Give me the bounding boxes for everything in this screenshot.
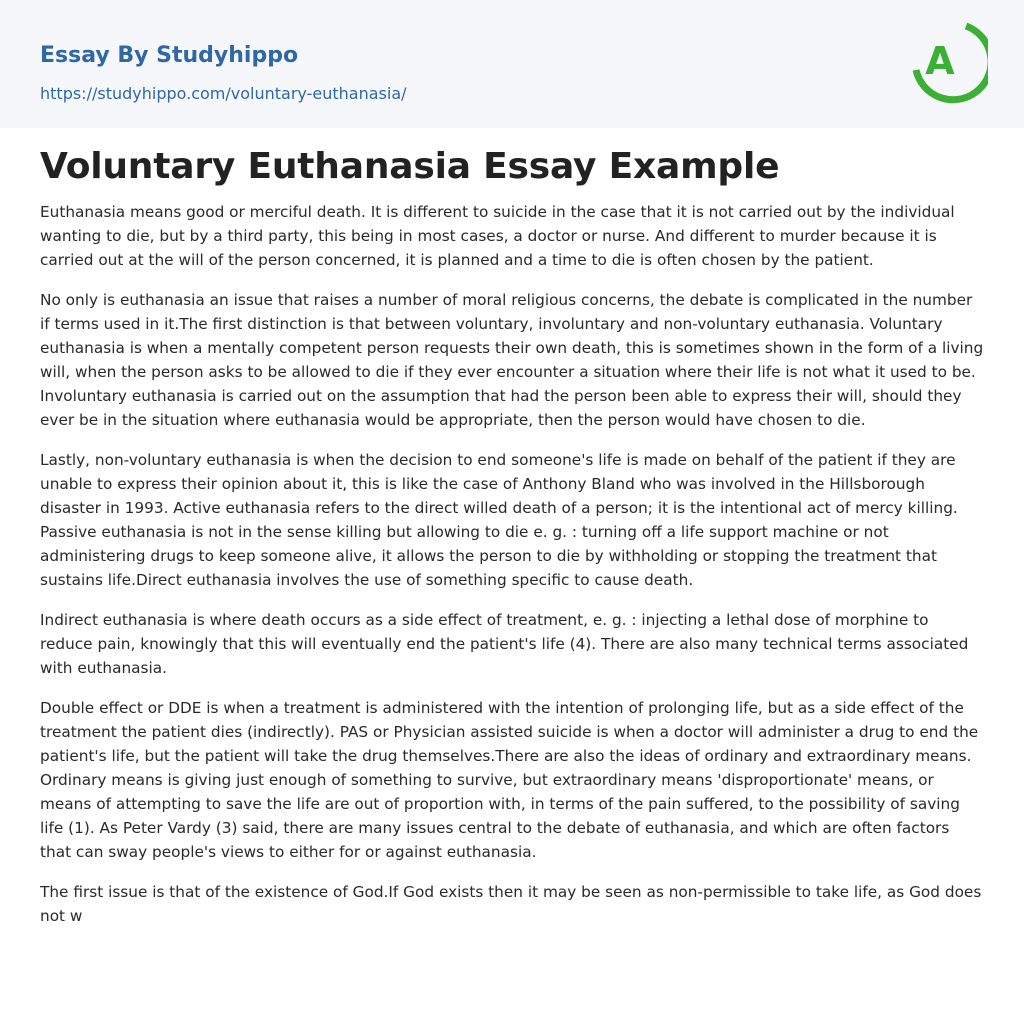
article-paragraph-3: Lastly, non-voluntary euthanasia is when the decision to end someone's life is made on behalf of the patient if they are unable to express their opinion about it, this is like the case of Anthony Bland who was involved in the Hillsborough disaster in 1993. Active euthanasia refers to the direct willed death of a person; it is the intentional act of mercy killing. Passive euthanasia is not in the sense killing but allowing to die e. g. : turning off a life support machine or not administering drugs to keep someone alive, it allows the person to die by withholding or stopping the treatment that sustains life.Direct euthanasia involves the use of something specific to cause death. bbox=[40, 451, 958, 589]
article-paragraph-2: No only is euthanasia an issue that raises a number of moral religious concerns, the debate is complicated in the number if terms used in it.The first distinction is that between voluntary, involuntary and non-voluntary euthanasia. Voluntary euthanasia is when a mentally competent person requests their own death, this is sometimes shown in the form of a living will, when the person asks to be allowed to die if they ever encounter a situation where their life is not what it used to be. Involuntary euthanasia is carried out on the assumption that had the person been able to express their will, should they ever be in the situation where euthanasia would be appropriate, then the person would have chosen to die. bbox=[40, 291, 984, 429]
studyhippo-logo-icon[interactable] bbox=[908, 18, 988, 108]
article bbox=[40, 142, 984, 944]
logo-letter: A bbox=[925, 39, 955, 83]
article-paragraph-5: Double effect or DDE is when a treatment is administered with the intention of prolonging life, but as a side effect of the treatment the patient dies (indirectly). PAS or Physician assisted suicide is when a doctor will administer a drug to end the patient's life, but the patient will take the drug themselves.There are also the ideas of ordinary and extraordinary means. Ordinary means is giving just enough of something to survive, but extraordinary means 'disproportionate' means, or means of attempting to save the life are out of proportion with, in terms of the pain suffered, to the possibility of saving life (1). As Peter Vardy (3) said, there are many issues central to the debate of euthanasia, and which are often factors that can sway people's views to either for or against euthanasia. bbox=[40, 699, 979, 861]
article-paragraph-4: Indirect euthanasia is where death occurs as a side effect of treatment, e. g. : injecting a lethal dose of morphine to reduce pain, knowingly that this will eventually end the patient's life (4). There are also many technical terms associated with euthanasia. bbox=[40, 611, 969, 677]
site-header bbox=[0, 0, 1024, 128]
source-url-link[interactable]: https://studyhippo.com/voluntary-euthanasia/ bbox=[40, 84, 407, 103]
site-brand[interactable]: Essay By Studyhippo bbox=[40, 43, 299, 68]
article-paragraph-6: The first issue is that of the existence of God.If God exists then it may be seen as non-permissible to take life, as God does not w bbox=[40, 883, 982, 925]
article-paragraph-1: Euthanasia means good or merciful death. It is different to suicide in the case that it is not carried out by the individual wanting to die, but by a third party, this being in most cases, a doctor or nurse. And different to murder because it is carried out at the will of the person concerned, it is planned and a time to die is often chosen by the patient. bbox=[40, 203, 955, 269]
article-title: Voluntary Euthanasia Essay Example bbox=[40, 146, 780, 187]
